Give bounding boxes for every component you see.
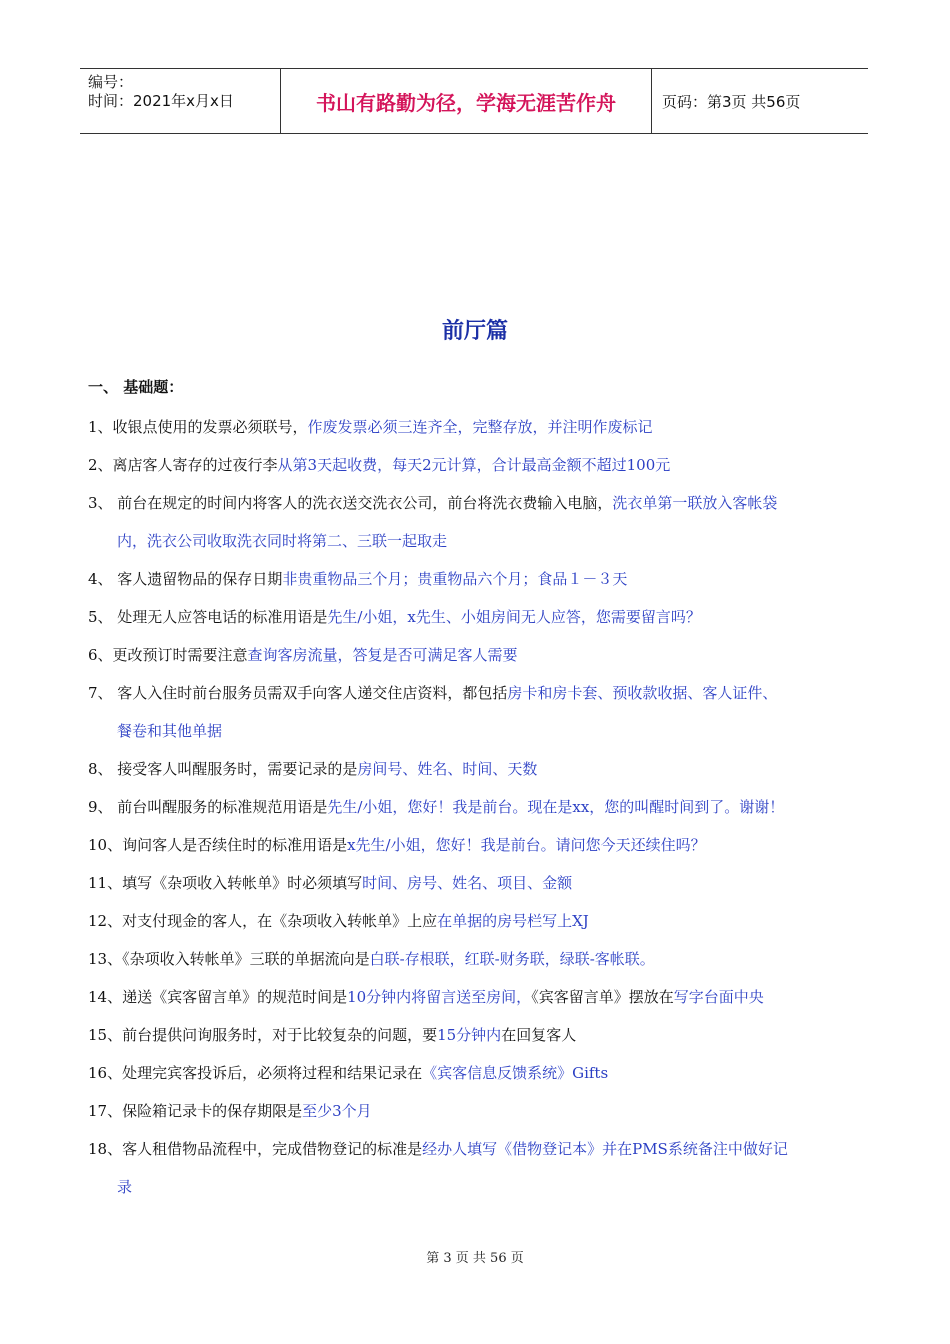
question-text: 3、 前台在规定的时间内将客人的洗衣送交洗衣公司，前台将洗衣费输入电脑， <box>88 494 613 512</box>
question-text: 8、 接受客人叫醒服务时，需要记录的是 <box>88 760 358 778</box>
answer-text: 经办人填写《借物登记本》并在PMS系统备注中做好记 <box>422 1140 788 1158</box>
list-item <box>88 864 868 902</box>
answer-text: 写字台面中央 <box>673 988 764 1006</box>
question-text: 14、递送《宾客留言单》的规范时间是 <box>88 988 348 1006</box>
question-list <box>88 408 868 1206</box>
question-text: 7、 客人入住时前台服务员需双手向客人递交住店资料，都包括 <box>88 684 508 702</box>
answer-text: 洗衣单第一联放入客帐袋 <box>612 494 778 512</box>
question-text: 17、保险箱记录卡的保存期限是 <box>88 1102 303 1120</box>
question-text: 在回复客人 <box>501 1026 577 1044</box>
answer-text: 时间、房号、姓名、项目、金额 <box>362 874 573 892</box>
section-heading: 一、 基础题： <box>88 378 184 396</box>
question-text: 15、前台提供问询服务时，对于比较复杂的问题，要 <box>88 1026 438 1044</box>
motto: 书山有路勤为径，学海无涯苦作舟 <box>280 69 652 133</box>
answer-text: 先生/小姐，您好！我是前台。现在是xx，您的叫醒时间到了。谢谢！ <box>327 798 785 816</box>
question-text: 9、 前台叫醒服务的标准规范用语是 <box>88 798 328 816</box>
list-item <box>88 674 868 750</box>
answer-text: 作废发票必须三连齐全，完整存放，并注明作废标记 <box>307 418 653 436</box>
list-item <box>88 636 868 674</box>
list-item <box>88 902 868 940</box>
number-label: 编号： <box>88 73 134 91</box>
page-footer: 第 3 页 共 56 页 <box>426 1251 524 1266</box>
list-item <box>88 598 868 636</box>
answer-continuation: 录 <box>117 1178 133 1196</box>
question-text: 2、离店客人寄存的过夜行李 <box>88 456 278 474</box>
question-text: 10、询问客人是否续住时的标准用语是 <box>88 836 348 854</box>
page-label: 页码：第3页 共56页 <box>662 92 801 111</box>
list-item <box>88 978 868 1016</box>
question-text: 1、收银点使用的发票必须联号， <box>88 418 308 436</box>
answer-text: 至少3个月 <box>302 1102 372 1120</box>
list-item <box>88 750 868 788</box>
answer-text: 房间号、姓名、时间、天数 <box>357 760 538 778</box>
question-text: 5、 处理无人应答电话的标准用语是 <box>88 608 328 626</box>
list-item <box>88 940 868 978</box>
question-text: 11、填写《杂项收入转帐单》时必须填写 <box>88 874 363 892</box>
header-left <box>80 69 280 133</box>
answer-continuation: 餐卷和其他单据 <box>117 722 223 740</box>
answer-text: 从第3天起收费，每天2元计算，合计最高金额不超过100元 <box>277 456 671 474</box>
answer-continuation: 内，洗衣公司收取洗衣同时将第二、三联一起取走 <box>117 532 448 550</box>
answer-text: 白联-存根联，红联-财务联，绿联-客帐联。 <box>369 950 655 968</box>
list-item <box>88 484 868 560</box>
time-label: 时间：2021年x月x日 <box>88 92 234 110</box>
answer-text: 查询客房流量，答复是否可满足客人需要 <box>247 646 518 664</box>
question-text: 13、《杂项收入转帐单》三联的单据流向是 <box>88 950 370 968</box>
question-text: 16、处理完宾客投诉后，必须将过程和结果记录在 <box>88 1064 423 1082</box>
answer-text: 房卡和房卡套、预收款收据、客人证件、 <box>507 684 778 702</box>
list-item <box>88 826 868 864</box>
question-text: 12、对支付现金的客人，在《杂项收入转帐单》上应 <box>88 912 438 930</box>
answer-text: 在单据的房号栏写上XJ <box>437 912 589 930</box>
answer-text: 15分钟内 <box>437 1026 502 1044</box>
question-text: 《宾客留言单》摆放在 <box>531 988 674 1006</box>
list-item <box>88 408 868 446</box>
answer-text: 《宾客信息反馈系统》Gifts <box>422 1064 609 1082</box>
answer-text: x先生/小姐，您好！我是前台。请问您今天还续住吗？ <box>347 836 706 854</box>
answer-text: 先生/小姐，x先生、小姐房间无人应答，您需要留言吗？ <box>327 608 701 626</box>
list-item <box>88 1054 868 1092</box>
list-item <box>88 1130 868 1206</box>
list-item <box>88 1016 868 1054</box>
question-text: 6、更改预订时需要注意 <box>88 646 248 664</box>
page-title: 前厅篇 <box>441 318 508 344</box>
list-item <box>88 1092 868 1130</box>
answer-text: 10分钟内将留言送至房间， <box>347 988 532 1006</box>
list-item <box>88 788 868 826</box>
page-header <box>80 68 868 134</box>
question-text: 4、 客人遗留物品的保存日期 <box>88 570 283 588</box>
answer-text: 非贵重物品三个月；贵重物品六个月；食品１－３天 <box>282 570 628 588</box>
list-item <box>88 446 868 484</box>
list-item <box>88 560 868 598</box>
question-text: 18、客人租借物品流程中，完成借物登记的标准是 <box>88 1140 423 1158</box>
